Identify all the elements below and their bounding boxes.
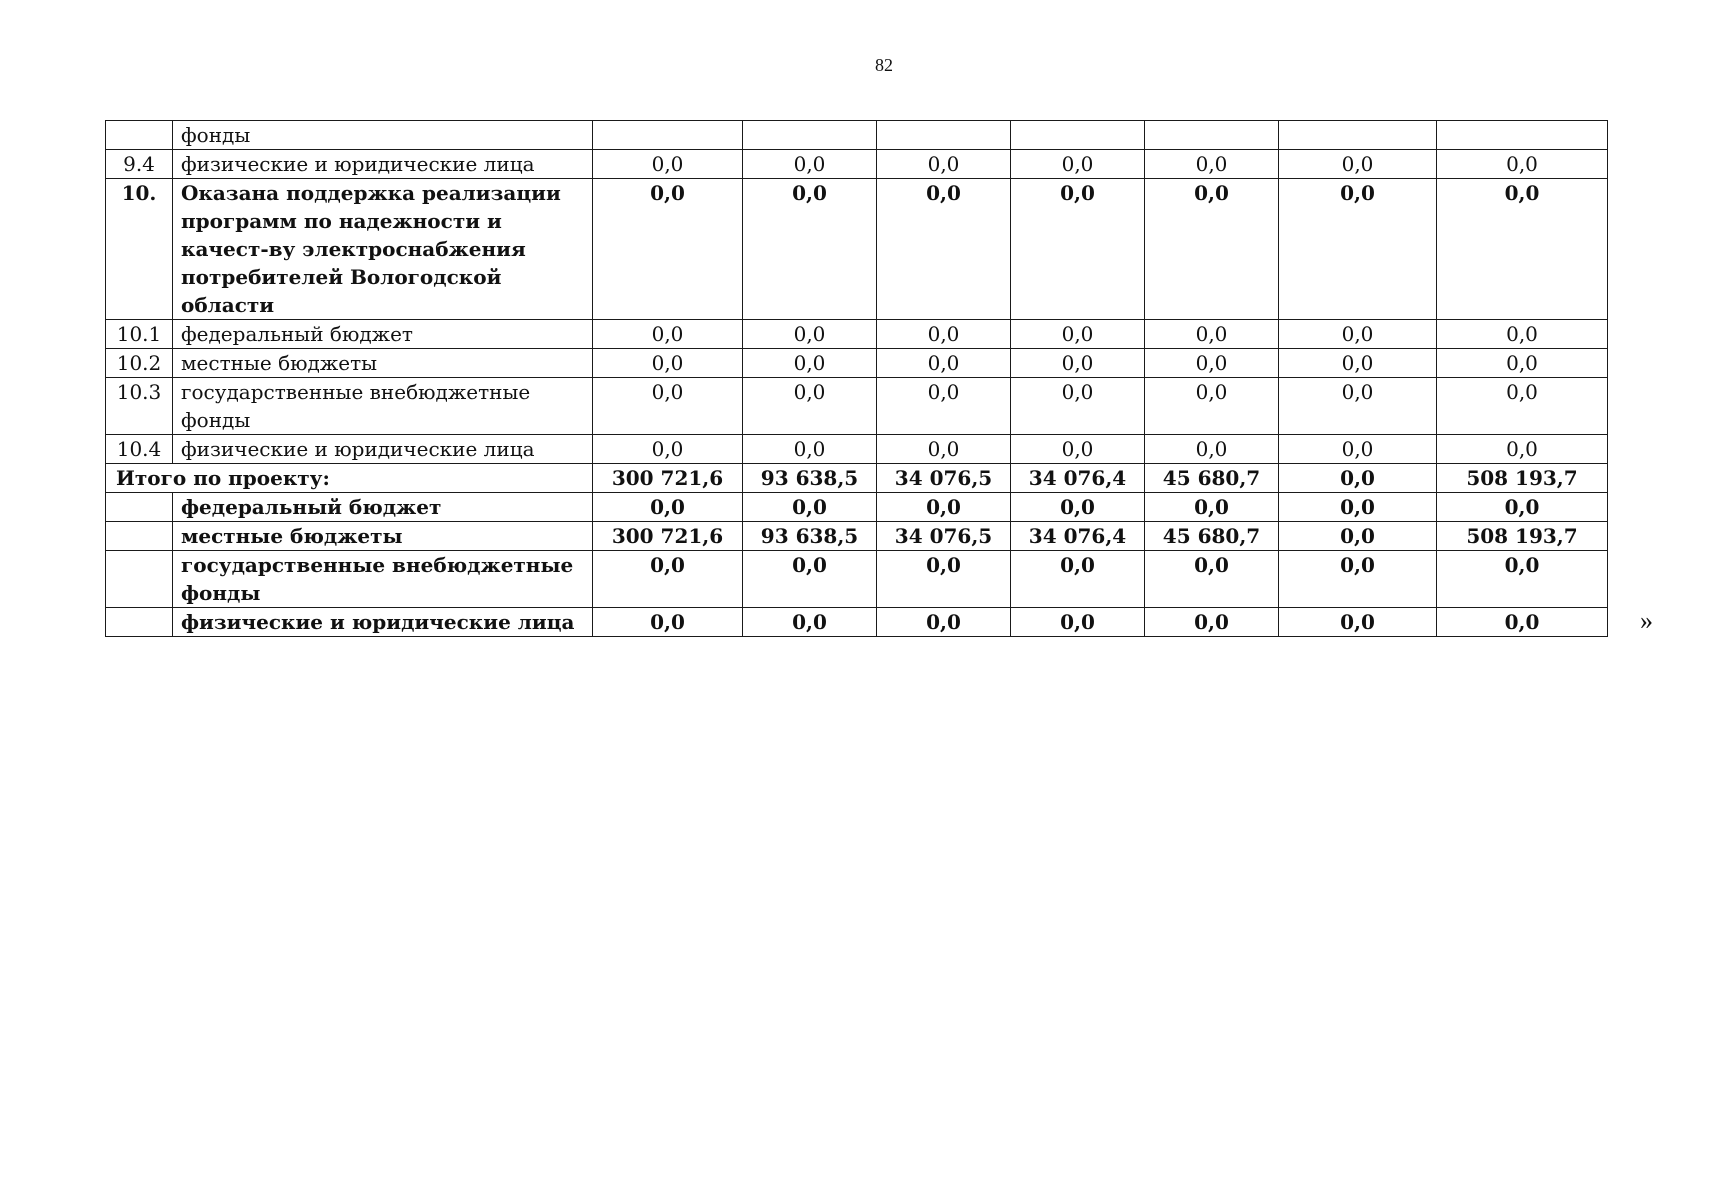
value-cell: 0,0 [1011, 179, 1145, 320]
value-cell: 0,0 [593, 349, 743, 378]
value-cell: 0,0 [1145, 378, 1279, 435]
value-cell: 0,0 [743, 150, 877, 179]
value-cell: 0,0 [877, 349, 1011, 378]
value-cell: 0,0 [877, 179, 1011, 320]
table-row [106, 522, 1608, 551]
value-cell: 0,0 [1279, 551, 1437, 608]
value-cell [1279, 121, 1437, 150]
value-cell: 0,0 [1437, 551, 1608, 608]
value-cell: 0,0 [1437, 150, 1608, 179]
value-cell: 0,0 [877, 493, 1011, 522]
value-cell: 0,0 [1011, 551, 1145, 608]
value-cell: 0,0 [1011, 435, 1145, 464]
value-cell: 0,0 [1011, 378, 1145, 435]
value-cell: 0,0 [1145, 608, 1279, 637]
value-cell: 0,0 [1011, 349, 1145, 378]
value-cell: 0,0 [743, 378, 877, 435]
value-cell: 0,0 [1145, 551, 1279, 608]
value-cell: 0,0 [1145, 435, 1279, 464]
budget-table [105, 120, 1608, 637]
value-cell: 0,0 [593, 493, 743, 522]
value-cell: 0,0 [877, 551, 1011, 608]
value-cell: 508 193,7 [1437, 464, 1608, 493]
row-number: 10.3 [106, 378, 173, 435]
row-name: федеральный бюджет [173, 320, 593, 349]
row-number [106, 493, 173, 522]
value-cell [877, 121, 1011, 150]
row-name: Оказана поддержка реализации программ по надежности и качест-ву электроснабжения потребителей Вологодской области [173, 179, 593, 320]
value-cell: 0,0 [1437, 179, 1608, 320]
value-cell: 0,0 [1437, 435, 1608, 464]
value-cell [1011, 121, 1145, 150]
value-cell: 34 076,5 [877, 522, 1011, 551]
row-number: 10.2 [106, 349, 173, 378]
value-cell: 0,0 [593, 435, 743, 464]
row-name: физические и юридические лица [173, 435, 593, 464]
value-cell: 300 721,6 [593, 522, 743, 551]
page-number: 82 [875, 55, 893, 75]
value-cell: 0,0 [1145, 493, 1279, 522]
value-cell: 0,0 [1279, 493, 1437, 522]
row-name: государственные внебюджетные фонды [173, 378, 593, 435]
value-cell: 0,0 [1437, 349, 1608, 378]
value-cell [743, 121, 877, 150]
value-cell: 34 076,4 [1011, 522, 1145, 551]
value-cell: 0,0 [593, 320, 743, 349]
table-row [106, 150, 1608, 179]
value-cell: 34 076,5 [877, 464, 1011, 493]
value-cell: 0,0 [1437, 493, 1608, 522]
value-cell: 45 680,7 [1145, 522, 1279, 551]
value-cell: 0,0 [1279, 608, 1437, 637]
row-number [106, 522, 173, 551]
value-cell: 0,0 [593, 378, 743, 435]
value-cell: 0,0 [1437, 378, 1608, 435]
value-cell: 0,0 [1279, 320, 1437, 349]
value-cell: 0,0 [1279, 378, 1437, 435]
value-cell: 93 638,5 [743, 464, 877, 493]
table-row [106, 378, 1608, 435]
row-number [106, 121, 173, 150]
value-cell: 0,0 [1279, 464, 1437, 493]
row-name: местные бюджеты [173, 522, 593, 551]
row-number: 10.1 [106, 320, 173, 349]
value-cell: 0,0 [877, 378, 1011, 435]
table-row [106, 320, 1608, 349]
value-cell: 0,0 [1145, 349, 1279, 378]
row-number [106, 551, 173, 608]
value-cell: 0,0 [877, 608, 1011, 637]
value-cell: 0,0 [1437, 608, 1608, 637]
value-cell: 0,0 [593, 608, 743, 637]
value-cell: 0,0 [1437, 320, 1608, 349]
value-cell [1145, 121, 1279, 150]
value-cell: 0,0 [743, 608, 877, 637]
value-cell: 0,0 [877, 150, 1011, 179]
value-cell: 0,0 [743, 493, 877, 522]
row-name: фонды [173, 121, 593, 150]
value-cell: 0,0 [1145, 179, 1279, 320]
value-cell: 300 721,6 [593, 464, 743, 493]
value-cell: 0,0 [1145, 150, 1279, 179]
closing-quote: » [1640, 606, 1653, 635]
value-cell: 0,0 [1011, 320, 1145, 349]
value-cell: 0,0 [593, 179, 743, 320]
value-cell: 0,0 [877, 435, 1011, 464]
value-cell: 0,0 [1145, 320, 1279, 349]
row-name: федеральный бюджет [173, 493, 593, 522]
row-name: физические и юридические лица [173, 608, 593, 637]
row-name: государственные внебюджетные фонды [173, 551, 593, 608]
table-row [106, 493, 1608, 522]
row-number: 9.4 [106, 150, 173, 179]
value-cell [1437, 121, 1608, 150]
value-cell: 0,0 [743, 179, 877, 320]
row-name: местные бюджеты [173, 349, 593, 378]
table-row [106, 349, 1608, 378]
value-cell: 0,0 [593, 150, 743, 179]
table-row-section [106, 179, 1608, 320]
value-cell: 0,0 [1011, 493, 1145, 522]
value-cell: 0,0 [1279, 179, 1437, 320]
value-cell: 45 680,7 [1145, 464, 1279, 493]
value-cell: 0,0 [1011, 608, 1145, 637]
value-cell: 0,0 [743, 320, 877, 349]
value-cell: 0,0 [743, 551, 877, 608]
row-number [106, 608, 173, 637]
row-number: 10.4 [106, 435, 173, 464]
table-row-total [106, 464, 1608, 493]
value-cell: 93 638,5 [743, 522, 877, 551]
value-cell: 0,0 [1279, 349, 1437, 378]
value-cell: 0,0 [1279, 435, 1437, 464]
value-cell: 0,0 [1011, 150, 1145, 179]
value-cell: 0,0 [1279, 522, 1437, 551]
value-cell: 0,0 [743, 349, 877, 378]
table-row [106, 551, 1608, 608]
table-row [106, 121, 1608, 150]
total-label: Итого по проекту: [106, 464, 593, 493]
value-cell: 0,0 [1279, 150, 1437, 179]
value-cell: 0,0 [593, 551, 743, 608]
value-cell: 0,0 [877, 320, 1011, 349]
row-number: 10. [106, 179, 173, 320]
value-cell: 0,0 [743, 435, 877, 464]
table-row [106, 608, 1608, 637]
value-cell: 508 193,7 [1437, 522, 1608, 551]
value-cell: 34 076,4 [1011, 464, 1145, 493]
table-row [106, 435, 1608, 464]
value-cell [593, 121, 743, 150]
row-name: физические и юридические лица [173, 150, 593, 179]
